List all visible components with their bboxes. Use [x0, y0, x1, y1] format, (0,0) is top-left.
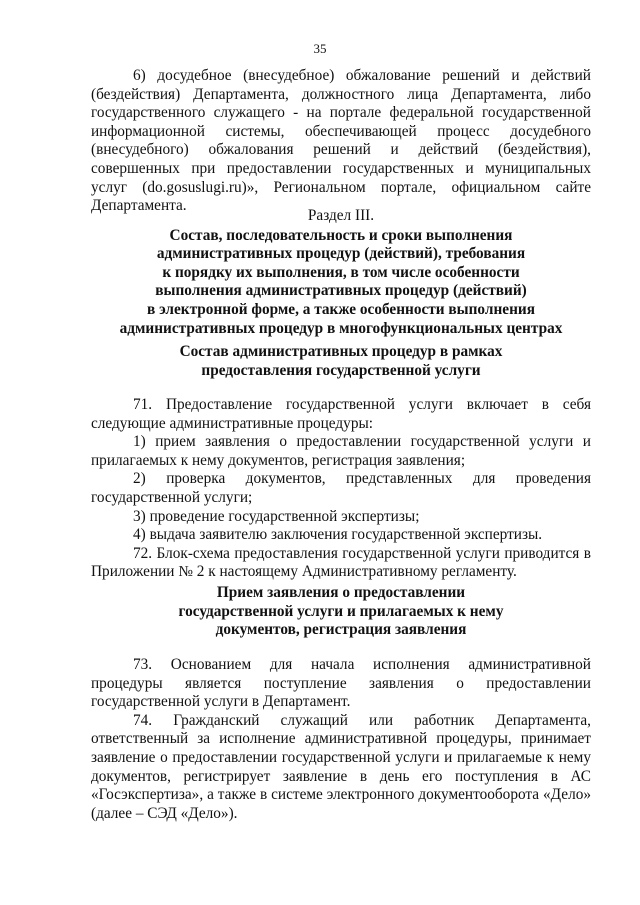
section-title-line: Состав, последовательность и сроки выполнения: [169, 226, 513, 244]
subsection2-body: [91, 656, 591, 823]
section-title-line: административных процедур в многофункциональных центрах: [119, 319, 563, 337]
list-item-4: 4) выдача заявителю заключения государственной экспертизы.: [133, 526, 543, 544]
section-title-line: административных процедур (действий), требования: [156, 245, 526, 263]
paragraph-72: 72. Блок-схема предоставления государственной услуги приводится в Приложении № 2 к настоящему Административному регламенту.: [91, 544, 591, 581]
paragraph-74: 74. Гражданский служащий или работник Департамента, ответственный за исполнение административной процедуры, принимает заявление о предоставлении государственной услуги и прилагаемые к нему документов, регистрирует заявление в день его поступления в АС «Госэкспертиза», а также в системе электронного документооборота «Дело» (далее – СЭД «Дело»).: [91, 711, 591, 822]
subsection1-body: [91, 396, 591, 582]
page-number: 35: [313, 41, 327, 56]
section-title-line: к порядку их выполнения, в том числе особенности: [162, 263, 520, 281]
list-item-1: 1) прием заявления о предоставлении государственной услуги и прилагаемых к нему документов, регистрация заявления;: [91, 433, 591, 469]
intro-paragraph: 6) досудебное (внесудебное) обжалование решений и действий (бездействия) Департамента, должностного лица Департамента, либо государственного служащего - на портале федеральной государственной информационной системы, обеспечивающей процесс досудебного (внесудебного) обжалования решений и действий (бездействия), совершенных при предоставлении государственных и муниципальных услуг (do.gosuslugi.ru)», Региональном портале, официальном сайте Департамента.: [91, 67, 591, 215]
section-title: [91, 227, 591, 339]
intro-block: [91, 67, 591, 216]
subsection1-title-line: предоставления государственной услуги: [201, 361, 481, 379]
subsection2-title-line: документов, регистрация заявления: [215, 621, 467, 639]
subsection2-title: [91, 584, 591, 640]
list-item-3: 3) проведение государственной экспертизы;: [133, 507, 420, 525]
subsection2-title-line: Прием заявления о предоставлении: [216, 584, 466, 601]
section-title-line: выполнения административных процедур (действий): [155, 282, 527, 300]
section-label: Раздел III.: [307, 207, 375, 224]
subsection2-title-line: государственной услуги и прилагаемых к нему: [178, 602, 504, 620]
list-item-2: 2) проверка документов, представленных для проведения государственной услуги;: [91, 470, 591, 506]
subsection1-title: [91, 343, 591, 380]
paragraph-73: 73. Основанием для начала исполнения административной процедуры является поступление заявления о предоставлении государственной услуги в Департамент.: [91, 656, 591, 711]
paragraph-71: 71. Предоставление государственной услуги включает в себя следующие административные процедуры:: [91, 396, 591, 432]
section-heading: [91, 207, 591, 338]
section-title-line: в электронной форме, а также особенности выполнения: [147, 300, 535, 318]
subsection1-title-line: Состав административных процедур в рамках: [179, 343, 503, 360]
